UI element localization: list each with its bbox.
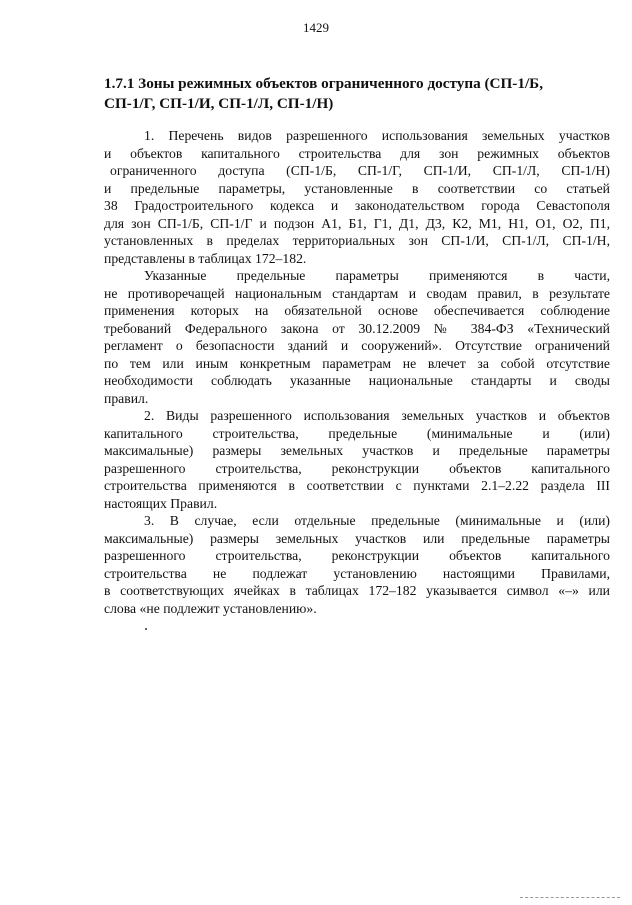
paragraph-line: разрешенного строительства, реконструкции объектов капитального xyxy=(104,548,610,563)
paragraph-line: требований Федерального закона от 30.12.2009 № 384-ФЗ «Технический xyxy=(104,320,610,336)
document-body xyxy=(104,127,610,617)
paragraph-line: капитального строительства, предельные (минимальные и (или) xyxy=(104,425,610,441)
paragraph-line: 38 Градостроительного кодекса и законодательством города Севастополя xyxy=(104,198,610,213)
paragraph-line: максимальные) размеры земельных участков и предельные параметры xyxy=(104,443,610,458)
paragraph-line: правил. xyxy=(104,390,149,406)
paragraph-line: настоящих Правил. xyxy=(104,495,218,511)
paragraph-1 xyxy=(104,127,610,267)
paragraph-4 xyxy=(104,512,610,617)
paragraph-line: в соответствующих ячейках в таблицах 172–182 указывается символ «–» или xyxy=(104,583,610,598)
paragraph-line: необходимости соблюдать указанные национальные стандарты и своды xyxy=(104,373,610,388)
paragraph-line: регламент о безопасности зданий и сооружений». Отсутствие ограничений xyxy=(104,338,610,353)
paragraph-line: установленных в пределах территориальных зон СП-1/И, СП-1/Л, СП-1/Н, xyxy=(104,233,610,248)
paragraph-line: 3. В случае, если отдельные предельные (минимальные и (или) xyxy=(144,513,610,528)
paragraph-line: применения которых на обязательной основе обеспечивается соблюдение xyxy=(104,303,610,318)
section-heading-line: 1.7.1 Зоны режимных объектов ограниченного доступа (СП-1/Б, xyxy=(104,75,544,92)
scan-dot-mark xyxy=(145,628,147,630)
paragraph-line: представлены в таблицах 172–182. xyxy=(104,250,307,266)
paragraph-line: 2. Виды разрешенного использования земельных участков и объектов xyxy=(144,408,610,423)
paragraph-line: разрешенного строительства, реконструкции объектов капитального xyxy=(104,460,610,476)
paragraph-line: Указанные предельные параметры применяются в части, xyxy=(144,268,610,283)
paragraph-3 xyxy=(104,407,610,512)
paragraph-line: 1. Перечень видов разрешенного использования земельных участков xyxy=(144,128,610,143)
section-heading xyxy=(104,74,612,114)
paragraph-2 xyxy=(104,267,610,407)
paragraph-line: по тем или иным конкретным параметрам не влечет за собой отсутствие xyxy=(104,355,610,371)
section-heading-line: СП-1/Г, СП-1/И, СП-1/Л, СП-1/Н) xyxy=(104,95,334,112)
paragraph-line: строительства не подлежат установлению настоящими Правилами, xyxy=(104,565,610,581)
paragraph-line: не противоречащей национальным стандартам и сводам правил, в результате xyxy=(104,285,610,301)
paragraph-line: слова «не подлежит установлению». xyxy=(104,600,317,616)
scan-edge-mark xyxy=(520,897,620,899)
paragraph-line: и объектов капитального строительства для зон режимных объектов xyxy=(104,145,610,161)
paragraph-line: ограниченного доступа (СП-1/Б, СП-1/Г, СП-1/И, СП-1/Л, СП-1/Н) xyxy=(110,163,610,178)
paragraph-line: максимальные) размеры земельных участков или предельные параметры xyxy=(104,530,610,546)
paragraph-line: и предельные параметры, установленные в соответствии со статьей xyxy=(104,180,610,196)
page-number: 1429 xyxy=(303,20,329,35)
paragraph-line: строительства применяются в соответствии с пунктами 2.1–2.22 раздела III xyxy=(104,478,610,493)
paragraph-line: для зон СП-1/Б, СП-1/Г и подзон А1, Б1, Г1, Д1, Д3, К2, М1, Н1, О1, О2, П1, xyxy=(104,215,610,231)
